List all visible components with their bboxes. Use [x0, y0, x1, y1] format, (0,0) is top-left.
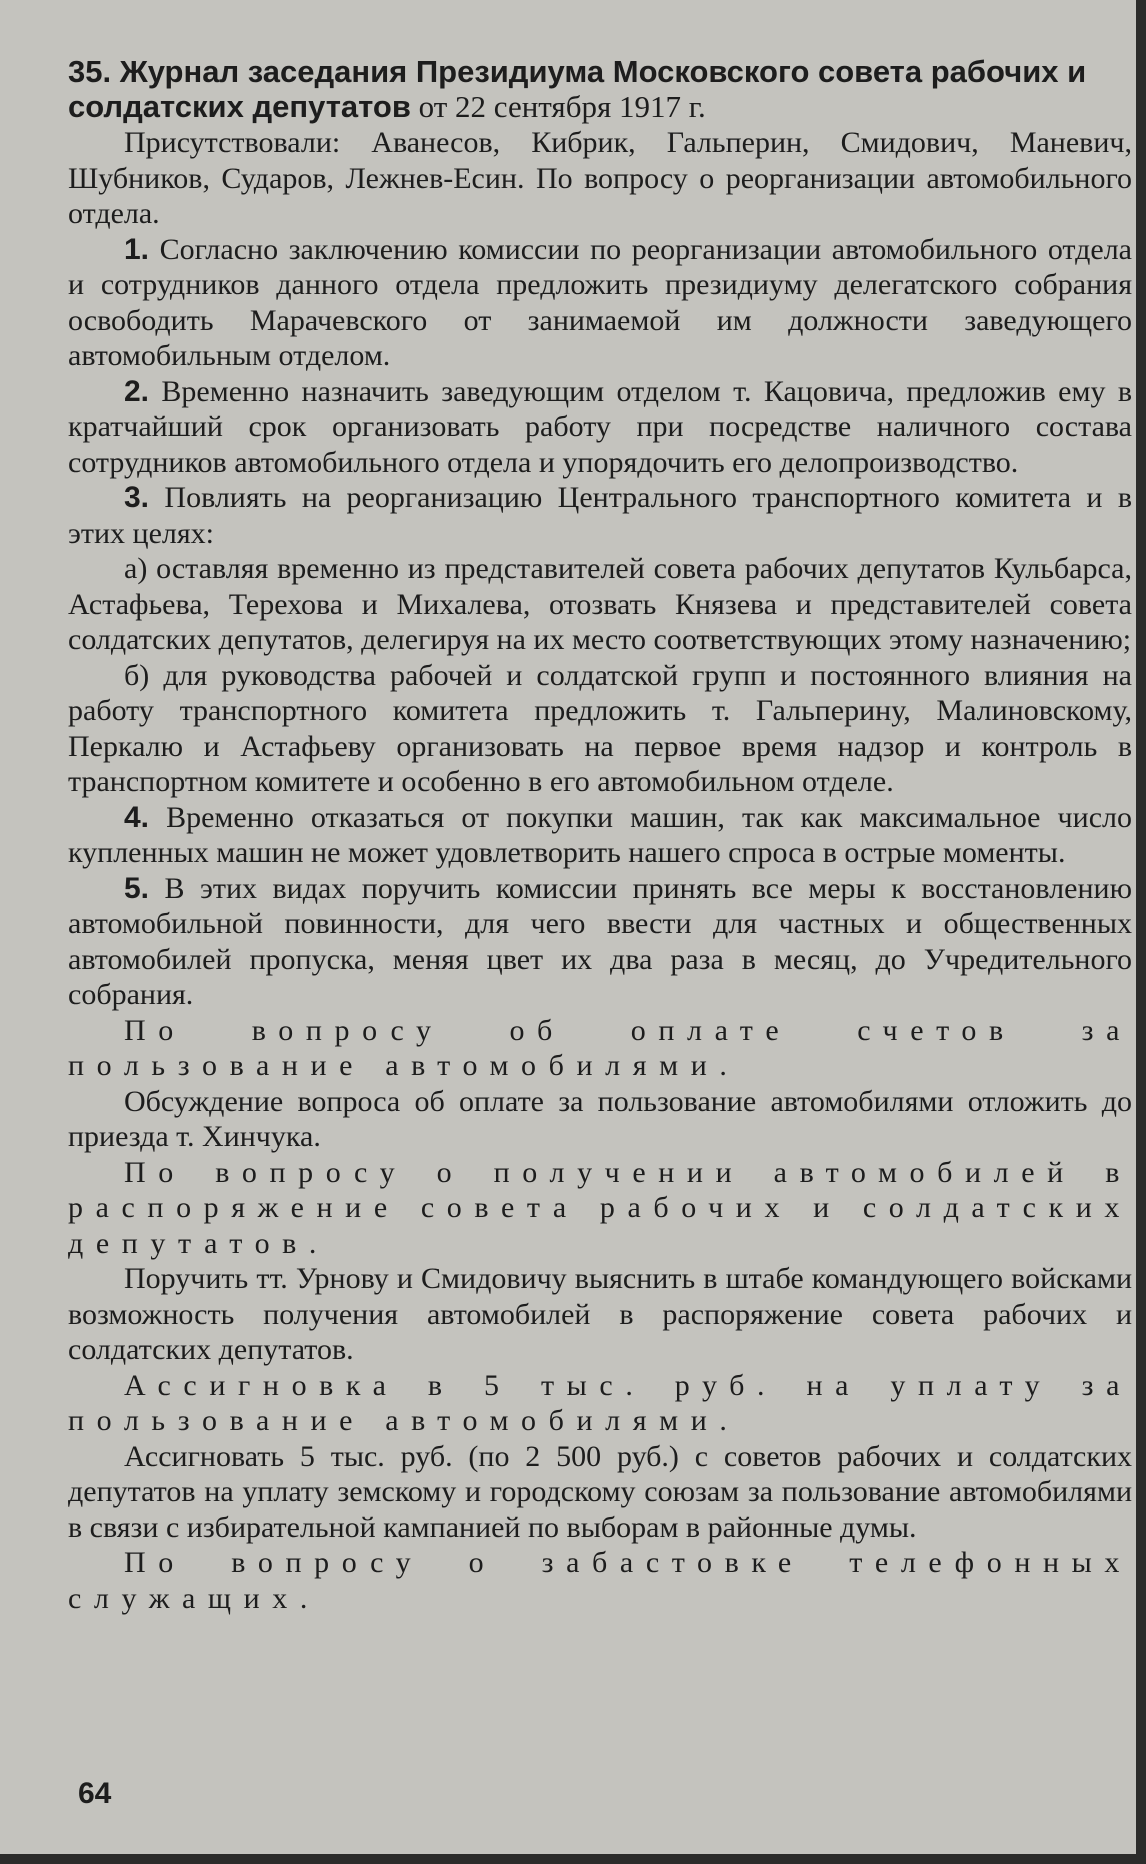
- section-heading-telephone-strike: По вопросу о забастовке телефонных служащих.: [68, 1546, 1132, 1615]
- item-4: [68, 800, 1132, 871]
- item-3a: а) оставляя временно из представителей совета рабочих депутатов Кульбарса, Астафьева, Терехова и Михалева, отозвать Князева и представителей совета солдатских депутатов, делегируя на их место соответствующих этому назначению;: [68, 552, 1132, 656]
- item-3b: б) для руководства рабочей и солдатской групп и постоянного влияния на работу транспортного комитета предложить т. Гальперину, Малиновскому, Перкалю и Астафьеву организовать на первое время надзор и контроль в транспортном комитете и особенно в его автомобильном отделе.: [68, 658, 1132, 798]
- page-bottom-shadow: [0, 1854, 1146, 1864]
- item-1: [68, 232, 1132, 374]
- item-1-number: 1.: [124, 232, 150, 266]
- item-3-text: Повлиять на реорганизацию Центрального транспортного комитета и в этих целях:: [68, 481, 1132, 550]
- item-4-number: 4.: [124, 800, 150, 834]
- item-3-number: 3.: [124, 481, 150, 514]
- section-text-allocation: Ассигновать 5 тыс. руб. (по 2 500 руб.) с советов рабочих и солдатских депутатов на уплату земскому и городскому союзам за пользование автомобилями в связи с избирательной кампанией по выборам в районные думы.: [68, 1439, 1132, 1544]
- item-2-number: 2.: [124, 374, 150, 408]
- item-2-text: Временно назначить заведующим отделом т. Кацовича, предложив ему в кратчайший срок организовать работу при посредстве наличного состава сотрудников автомобильного отдела и упорядочить его делопроизводство.: [68, 374, 1132, 479]
- item-3: [68, 480, 1132, 551]
- attendees-paragraph: Присутствовали: Аванесов, Кибрик, Гальперин, Смидович, Маневич, Шубников, Сударов, Лежнев-Есин. По вопросу о реорганизации автомобильного отдела.: [68, 126, 1132, 230]
- item-4-text: Временно отказаться от покупки машин, так как максимальное число купленных машин не может удовлетворить нашего спроса в острые моменты.: [68, 800, 1132, 869]
- item-1-text: Согласно заключению комиссии по реорганизации автомобильного отдела и сотрудников данного отдела предложить президиуму делегатского собрания освободить Марачевского от занимаемой им должности заведующего автомобильным отделом.: [68, 232, 1132, 372]
- item-5-number: 5.: [124, 871, 150, 905]
- section-heading-allocation: Ассигновка в 5 тыс. руб. на уплату за пользование автомобилями.: [68, 1368, 1132, 1437]
- section-heading-obtaining-cars: По вопросу о получении автомобилей в распоряжение совета рабочих и солдатских депутатов.: [68, 1155, 1132, 1260]
- section-text-obtaining-cars: Поручить тт. Урнову и Смидовичу выяснить в штабе командующего войсками возможность получения автомобилей в распоряжение совета рабочих и солдатских депутатов.: [68, 1262, 1132, 1366]
- heading-title: 35. Журнал заседания Президиума Московского совета рабочих и солдатских депутатов: [68, 54, 1087, 124]
- section-text-payment: Обсуждение вопроса об оплате за пользование автомобилями отложить до приезда т. Хинчука.: [68, 1084, 1132, 1153]
- page-edge-shadow: [1136, 0, 1146, 1864]
- document-heading: [68, 54, 1132, 124]
- section-heading-payment: По вопросу об оплате счетов за пользование автомобилями.: [68, 1013, 1132, 1082]
- item-5-text: В этих видах поручить комиссии принять все меры к восстановлению автомобильной повинности, для чего ввести для частных и общественных автомобилей пропуска, меняя цвет их два раза в месяц, до Учредительного собрания.: [68, 871, 1132, 1011]
- page-number: 64: [78, 1777, 112, 1810]
- item-2: [68, 374, 1132, 481]
- heading-date: от 22 сентября 1917 г.: [410, 89, 706, 124]
- item-5: [68, 871, 1132, 1013]
